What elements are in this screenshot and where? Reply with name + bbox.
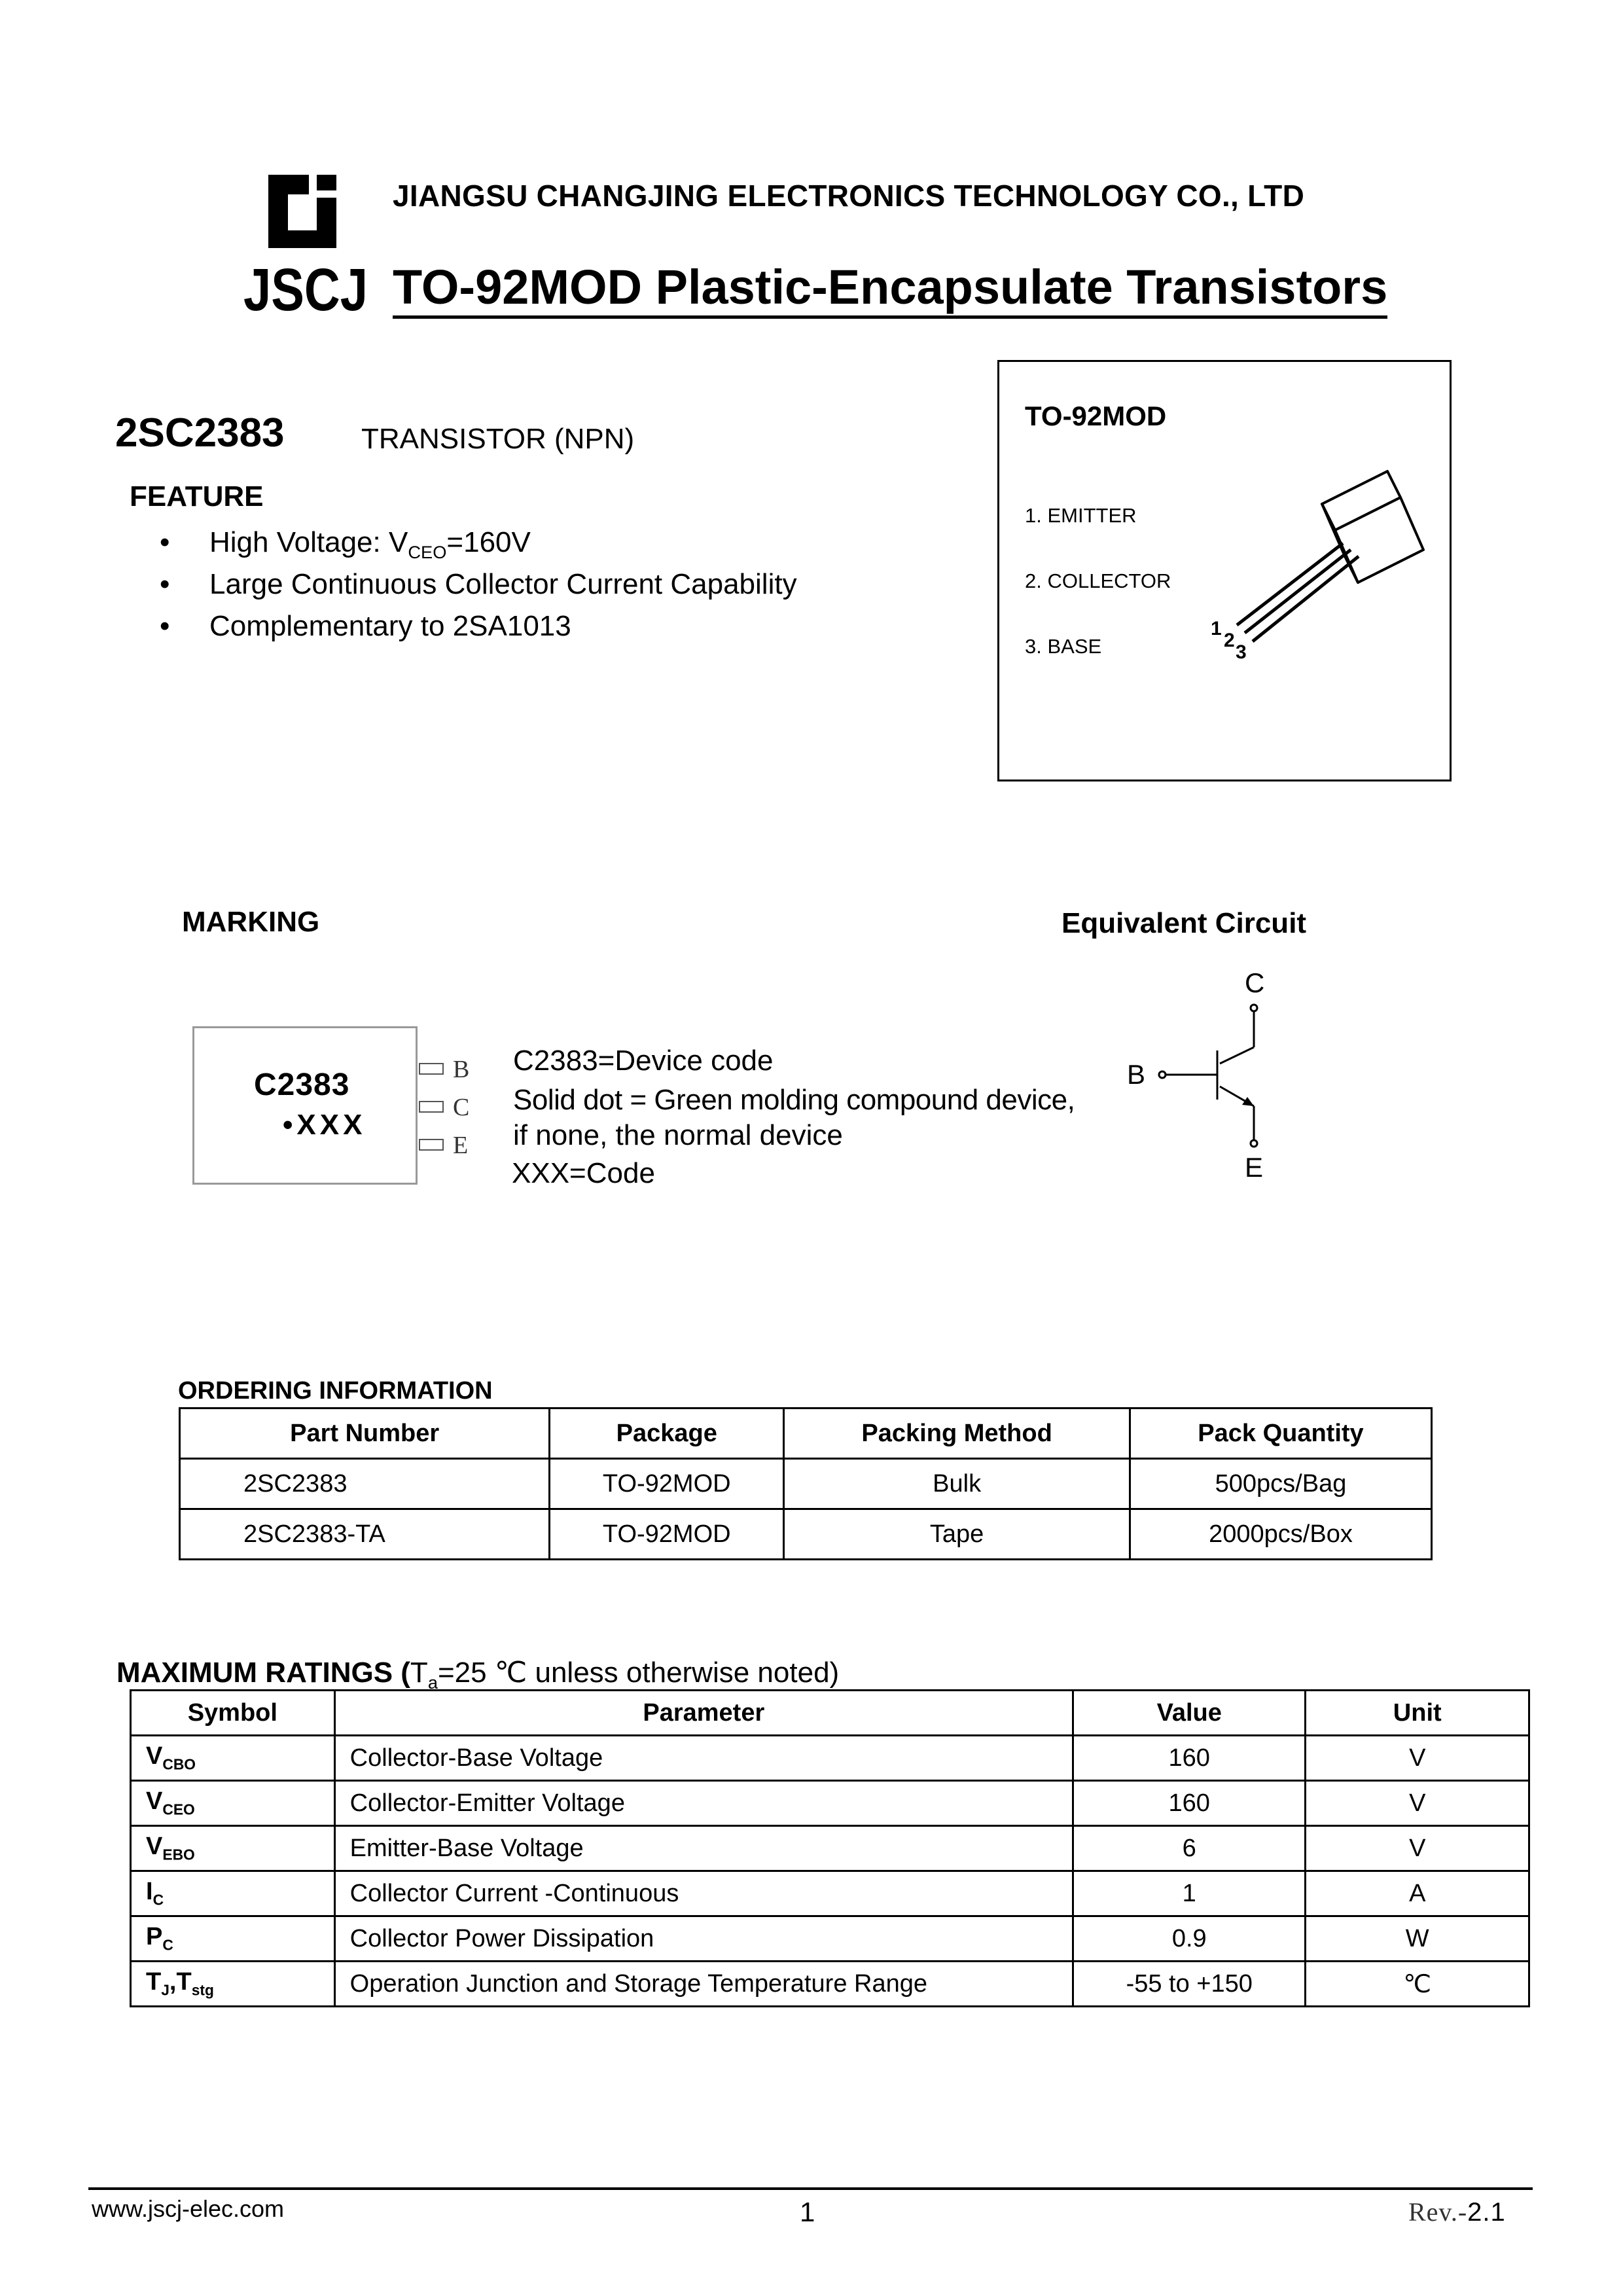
symbol-cell: $V_{CEO}$ — [131, 1781, 335, 1826]
bullet: • — [160, 526, 170, 558]
unit-cell: V — [1306, 1826, 1529, 1871]
column-header: Symbol — [131, 1691, 335, 1736]
table-row — [131, 1826, 1529, 1871]
table-cell: TO-92MOD — [550, 1459, 784, 1509]
marking-heading: MARKING — [182, 906, 320, 938]
package-title: TO-92MOD — [1025, 401, 1167, 431]
feature-item: • Complementary to 2SA1013 — [160, 610, 571, 642]
parameter-cell: Operation Junction and Storage Temperature Range — [334, 1962, 1073, 2007]
table-cell: 2000pcs/Box — [1130, 1509, 1431, 1560]
table-row — [131, 1781, 1529, 1826]
table-cell: 500pcs/Bag — [1130, 1459, 1431, 1509]
marking-note: if none, the normal device — [513, 1119, 843, 1151]
marking-device-code: C2383 — [254, 1067, 350, 1102]
npn-circuit-diagram — [1126, 962, 1283, 1185]
lead-label: 2 — [1224, 630, 1235, 651]
pin-marker — [419, 1101, 444, 1113]
pin-label-c: C — [453, 1094, 470, 1121]
bullet: • — [160, 610, 170, 642]
pin-marker — [419, 1139, 444, 1151]
value-cell: 0.9 — [1073, 1916, 1306, 1962]
pin-label-e: E — [453, 1132, 469, 1159]
table-cell: 2SC2383-TA — [180, 1509, 550, 1560]
jscj-logo — [243, 171, 368, 323]
table-row — [180, 1459, 1432, 1509]
pin-2-label: 2. COLLECTOR — [1025, 569, 1171, 592]
table-cell: Tape — [784, 1509, 1130, 1560]
parameter-cell: Collector-Emitter Voltage — [334, 1781, 1073, 1826]
pin-1-label: 1. EMITTER — [1025, 504, 1137, 527]
column-header: Packing Method — [784, 1408, 1130, 1459]
lead-label: 1 — [1211, 618, 1222, 639]
table-cell: Bulk — [784, 1459, 1130, 1509]
feature-item: • Large Continuous Collector Current Capability — [160, 568, 797, 600]
table-row — [131, 1871, 1529, 1916]
parameter-cell: Emitter-Base Voltage — [334, 1826, 1073, 1871]
ratings-heading: MAXIMUM RATINGS ($T_a=25$ ℃ unless otherwise noted) — [116, 1657, 840, 1693]
value-cell: -55 to +150 — [1073, 1962, 1306, 2007]
value-cell: 160 — [1073, 1781, 1306, 1826]
ordering-table — [179, 1407, 1433, 1560]
unit-cell: V — [1306, 1736, 1529, 1781]
value-cell: 6 — [1073, 1826, 1306, 1871]
column-header: Pack Quantity — [1130, 1408, 1431, 1459]
table-header-row — [180, 1408, 1432, 1459]
table-header-row — [131, 1691, 1529, 1736]
table-row — [131, 1962, 1529, 2007]
circuit-c-label: C — [1245, 967, 1265, 998]
unit-cell: W — [1306, 1916, 1529, 1962]
part-type: TRANSISTOR (NPN) — [361, 423, 635, 455]
unit-cell: ℃ — [1306, 1962, 1529, 2007]
table-cell: TO-92MOD — [550, 1509, 784, 1560]
symbol-cell: $T_J,T_{stg}$ — [131, 1962, 335, 2007]
logo-text: JSCJ — [243, 257, 368, 323]
footer-url: www.jscj-elec.com — [92, 2195, 285, 2222]
package-drawing — [1171, 458, 1486, 681]
parameter-cell: Collector Current -Continuous — [334, 1871, 1073, 1916]
unit-cell: A — [1306, 1871, 1529, 1916]
symbol-cell: $I_C$ — [131, 1871, 335, 1916]
page-number: 1 — [800, 2197, 815, 2227]
document-title: TO-92MOD Plastic-Encapsulate Transistors — [393, 259, 1387, 319]
symbol-cell: $V_{EBO}$ — [131, 1826, 335, 1871]
value-cell: 160 — [1073, 1736, 1306, 1781]
marking-note: Solid dot = Green molding compound device, — [513, 1084, 1075, 1116]
parameter-cell: Collector Power Dissipation — [334, 1916, 1073, 1962]
marking-note: XXX=Code — [512, 1157, 655, 1189]
company-name: JIANGSU CHANGJING ELECTRONICS TECHNOLOGY CO., LTD — [393, 179, 1305, 213]
part-number: 2SC2383 — [115, 410, 285, 456]
column-header: Parameter — [334, 1691, 1073, 1736]
table-cell: 2SC2383 — [180, 1459, 550, 1509]
bullet: • — [160, 568, 170, 600]
column-header: Part Number — [180, 1408, 550, 1459]
marking-box — [192, 1026, 418, 1185]
revision: Rev.-2.1 — [1408, 2197, 1506, 2227]
circuit-b-label: B — [1127, 1059, 1146, 1090]
pin-label-b: B — [453, 1056, 470, 1083]
circuit-e-label: E — [1245, 1152, 1264, 1183]
marking-dot-code: •XXX — [283, 1109, 366, 1141]
marking-note: C2383=Device code — [513, 1045, 774, 1077]
column-header: Value — [1073, 1691, 1306, 1736]
table-row — [131, 1736, 1529, 1781]
table-row — [131, 1916, 1529, 1962]
symbol-cell: $P_C$ — [131, 1916, 335, 1962]
symbol-cell: $V_{CBO}$ — [131, 1736, 335, 1781]
footer-divider — [88, 2187, 1533, 2190]
parameter-cell: Collector-Base Voltage — [334, 1736, 1073, 1781]
ordering-heading: ORDERING INFORMATION — [178, 1377, 493, 1405]
pin-3-label: 3. BASE — [1025, 635, 1102, 658]
feature-item: • High Voltage: $V_{CEO}=160V$ — [160, 526, 531, 562]
column-header: Package — [550, 1408, 784, 1459]
table-row — [180, 1509, 1432, 1560]
feature-heading: FEATURE — [130, 480, 264, 512]
circuit-heading: Equivalent Circuit — [1061, 907, 1307, 939]
lead-label: 3 — [1236, 641, 1247, 663]
ratings-table — [130, 1689, 1530, 2007]
pin-marker — [419, 1063, 444, 1075]
unit-cell: V — [1306, 1781, 1529, 1826]
column-header: Unit — [1306, 1691, 1529, 1736]
value-cell: 1 — [1073, 1871, 1306, 1916]
